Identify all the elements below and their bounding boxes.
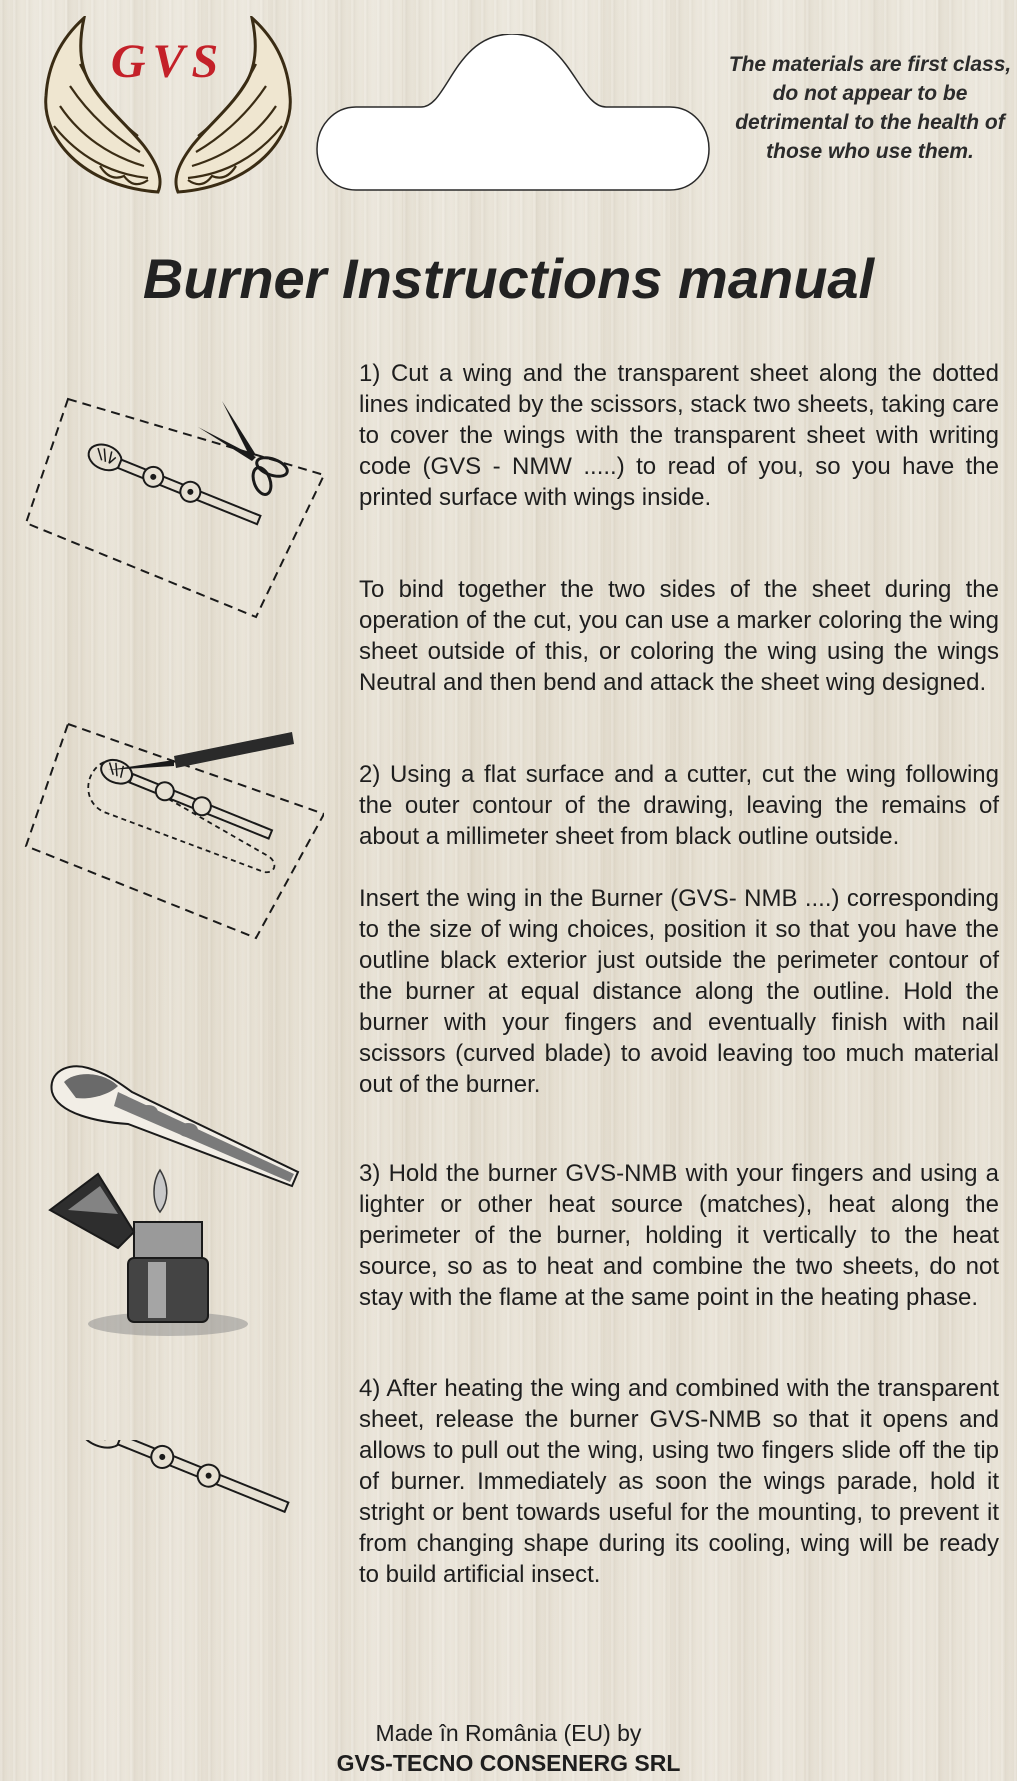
step-1-text: 1) Cut a wing and the transparent sheet along the dotted lines indicated by the scissors, stack two sheets, taking care to cover the wings with the transparent sheet with writing code (GVS - NMW .....) to read of you, so you have the printed surface with wings inside. xyxy=(359,360,999,511)
company-name: GVS-TECNO CONSENERG SRL xyxy=(336,1750,681,1776)
page-title: Burner Instructions manual xyxy=(142,247,875,310)
burner-and-lighter-icon xyxy=(48,1062,308,1352)
cutter-knife-wing-icon xyxy=(24,722,324,942)
step-2-note: Insert the wing in the Burner (GVS- NMB ....) corresponding to the size of wing choices, position it so that you have the outline black exterior just outside the perimeter contour of the burner at equal distance along the outline. Hold the burner with your fingers and eventually finish with nail scissors (curved blade) to avoid leaving too much material out of the burner. xyxy=(359,885,999,1098)
step-2-text: 2) Using a flat surface and a cutter, cut the wing following the outer contour of the drawing, leaving the remains of about a millimeter sheet from black outline outside. xyxy=(359,761,999,850)
hang-hole-cutout xyxy=(316,34,710,191)
step-4-text: 4) After heating the wing and combined with the transparent sheet, release the burner GVS-NMB so that it opens and allows to pull out the wing, using two fingers slide off the tip of burner. Immediately as soon the wings parade, hold it stright or bent towards useful for the mounting, to prevent it from changing shape during its cooling, wing will be ready to build artificial insect. xyxy=(359,1375,999,1588)
scissors-cutting-wing-icon xyxy=(24,395,324,620)
step-1-note: To bind together the two sides of the sheet during the operation of the cut, you can use a marker coloring the wing sheet outside of this, or coloring the wing using the wings Neutral and then bend and attack the sheet wing designed. xyxy=(359,576,999,696)
brand-logo xyxy=(40,16,296,206)
materials-notice: The materials are first class, do not appear to be detrimental to the health of those who use them. xyxy=(728,53,1012,163)
brand-name: GVS xyxy=(110,35,226,88)
step-3-text: 3) Hold the burner GVS-NMB with your fingers and using a lighter or other heat source (matches), heat along the perimeter of the burner, holding it vertically to the heat source, so as to heat and combine the two sheets, do not stay with the flame at the same point in the heating phase. xyxy=(359,1160,999,1311)
made-in-text: Made în România (EU) by xyxy=(375,1720,642,1746)
finished-wing-icon xyxy=(54,1440,294,1560)
